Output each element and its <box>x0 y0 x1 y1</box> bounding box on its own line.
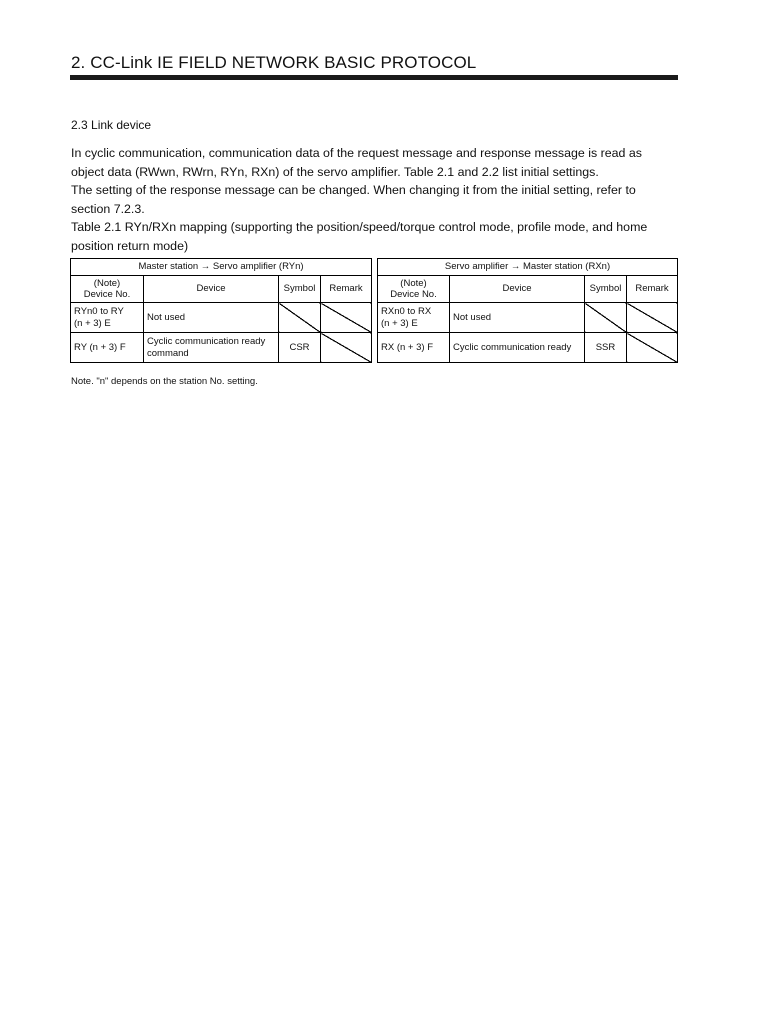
table-caption-line: position return mode) <box>71 238 189 253</box>
table-cell-remark-empty <box>321 333 372 363</box>
column-header-symbol: Symbol <box>279 276 321 303</box>
table-caption-line: Table 2.1 RYn/RXn mapping (supporting the position/speed/torque control mode, profile mode, and home <box>71 220 648 235</box>
table-cell-device-no: RY (n + 3) F <box>71 333 144 363</box>
table-cell-device <box>144 333 279 363</box>
device-no-line: RXn0 to RX <box>381 306 432 317</box>
column-header-symbol: Symbol <box>585 276 627 303</box>
column-header-remark: Remark <box>321 276 372 303</box>
table-footnote: Note. "n" depends on the station No. setting. <box>71 376 258 387</box>
table-cell-device-no <box>71 303 144 333</box>
table-cell-device-no <box>378 303 450 333</box>
paragraph-line: In cyclic communication, communication data of the request message and response message is read as <box>71 146 642 160</box>
table-cell-remark-empty <box>627 303 678 333</box>
column-header-device-no <box>71 276 144 303</box>
table-cell-remark-empty <box>627 333 678 363</box>
chapter-title: 2. CC-Link IE FIELD NETWORK BASIC PROTOCOL <box>71 53 477 72</box>
table-cell-symbol-empty <box>585 303 627 333</box>
table-cell-device: Not used <box>450 303 585 333</box>
ryn-mapping-table <box>70 258 372 363</box>
column-header-remark: Remark <box>627 276 678 303</box>
column-header-device: Device <box>144 276 279 303</box>
table-group-header: Servo amplifier → Master station (RXn) <box>378 259 678 276</box>
paragraph-line: The setting of the response message can be changed. When changing it from the initial setting, refer to <box>71 183 636 198</box>
column-header-device-no-label: Device No. <box>83 289 131 300</box>
section-paragraph <box>71 144 681 256</box>
table-cell-symbol-empty <box>279 303 321 333</box>
column-header-device: Device <box>450 276 585 303</box>
chapter-title-rule <box>70 75 678 80</box>
column-header-note: (Note) <box>93 277 121 289</box>
table-cell-device-no: RX (n + 3) F <box>378 333 450 363</box>
table-cell-remark-empty <box>321 303 372 333</box>
device-line: Cyclic communication ready <box>147 336 266 347</box>
column-header-device-no-label: Device No. <box>390 289 437 300</box>
device-no-line: (n + 3) E <box>74 317 111 329</box>
column-header-device-no <box>378 276 450 303</box>
table-cell-symbol: SSR <box>585 333 627 363</box>
paragraph-line: object data (RWwn, RWrn, RYn, RXn) of the servo amplifier. Table 2.1 and 2.2 list initial settings. <box>71 164 599 179</box>
table-cell-device: Cyclic communication ready <box>450 333 585 363</box>
table-group-header: Master station → Servo amplifier (RYn) <box>71 259 372 276</box>
device-no-line: RYn0 to RY <box>74 306 124 317</box>
rxn-mapping-table <box>377 258 678 363</box>
column-header-note: (Note) <box>400 277 427 289</box>
table-cell-symbol: CSR <box>279 333 321 363</box>
device-no-line: (n + 3) E <box>381 317 418 329</box>
table-cell-device: Not used <box>144 303 279 333</box>
device-line: command <box>147 347 189 359</box>
paragraph-line: section 7.2.3. <box>71 201 145 216</box>
section-title: 2.3 Link device <box>71 118 152 132</box>
